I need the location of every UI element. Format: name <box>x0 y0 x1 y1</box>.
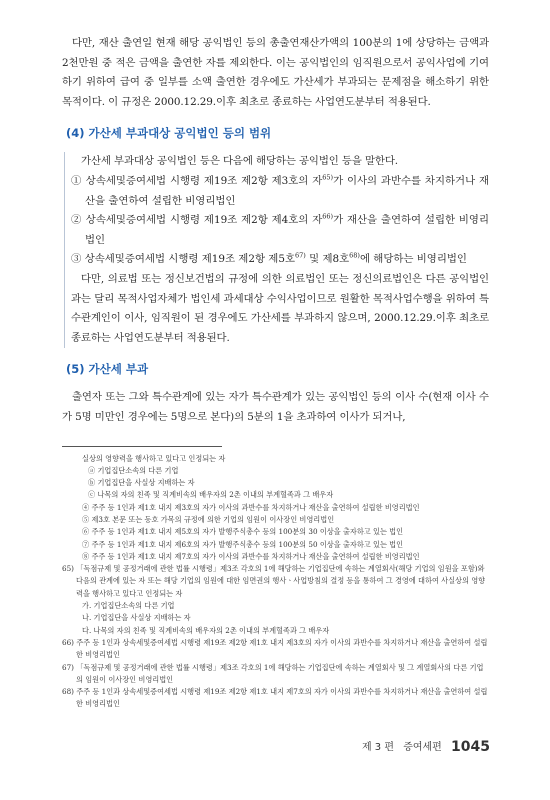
item-text: ③ 상속세및증여세법 시행령 제19조 제2항 제5호 <box>71 253 295 266</box>
footer-title: 증여세편 <box>403 742 442 753</box>
footnote-line: ④ 주주 등 1인과 제1호 내지 제3호의 자가 이사의 과반수를 차지하거나 재산을 출연하여 설립한 비영리법인 <box>82 502 420 512</box>
footnotes <box>62 453 489 711</box>
item-text: 에 해당하는 비영리법인 <box>359 253 467 266</box>
footnote-ref: 65) <box>322 173 334 182</box>
footnote-line: ⓒ 나목의 자의 친족 및 직계비속의 배우자의 2촌 이내의 부계혈족과 그 배우자 <box>88 490 334 500</box>
scope-box <box>64 152 489 348</box>
footnote-line: ⓑ 기업집단을 사실상 지배하는 자 <box>88 478 195 488</box>
item-text: ② 상속세및증여세법 시행령 제19조 제2항 제4호의 자 <box>71 214 323 227</box>
page-footer <box>362 738 490 755</box>
footnote-line: ⑧ 주주 등 1인과 제1호 내지 제7호의 자가 이사의 과반수를 차지하거나 재산을 출연하여 설립한 비영리법인 <box>82 551 420 561</box>
footer-section: 제 3 편 <box>361 742 395 753</box>
footnote-ref: 68) <box>349 251 360 260</box>
footnote-ref: 66) <box>322 212 334 221</box>
footnote-line: ⑦ 주주 등 1인과 제1호 내지 제6호의 자가 발행주식총수 등의 100분의 50 이상을 출자하고 있는 법인 <box>82 539 404 549</box>
footnote-line: 가. 기업집단소속의 다른 기업 <box>82 601 175 611</box>
footnote-line: 실상의 영향력을 행사하고 있다고 인정되는 자 <box>82 453 226 463</box>
paragraph-penalty: 출연자 또는 그와 특수관계에 있는 자가 특수관계가 있는 공익법인 등의 이사 수(현재 이사 수가 5명 미만인 경우에는 5명으로 본다)의 5분의 1을 초과하여 이사가 되거나, <box>62 391 489 423</box>
item-text: ① 상속세및증여세법 시행령 제19조 제2항 제3호의 자 <box>71 174 323 187</box>
paragraph-intro: 다만, 재산 출연일 현재 해당 공익법인 등의 총출연재산가액의 100분의 1에 상당하는 금액과 2천만원 중 적은 금액을 출연한 자를 제외한다. 이는 공익법인의 임직원으로서 공익사업에 기여하기 위하여 급여 중 일부를 소액 출연한 경우에도 가산세가 부과되는 문제점을 해소하기 위한 목적이다. 이 규정은 2000.12.29.이후 최초로 종료하는 사업연도분부터 적용된다. <box>62 37 489 108</box>
footnote-66: 66) 주주 등 1인과 상속세및증여세법 시행령 제19조 제2항 제1호 내지 제3호의 자가 이사의 과반수를 차지하거나 재산을 출연하여 설립한 비영리법인 <box>62 637 488 660</box>
paragraph-scope: 가산세 부과대상 공익법인 등은 다음에 해당하는 공익법인 등을 말한다. <box>81 155 399 168</box>
paragraph-medical: 다만, 의료법 또는 정신보건법의 규정에 의한 의료법인 또는 정신의료법인은 다른 공익법인과는 달리 목적사업자체가 법인세 과세대상 수익사업이므로 원활한 목적사업수행을 위하여 특수관계인이 이사, 임직원이 된 경우에도 가산세를 부과하지 않으며, 2000.12.29.이후 최초로 종료하는 사업연도분부터 적용된다. <box>71 272 489 344</box>
list-item-2 <box>71 211 489 250</box>
item-text: 가 재산을 출연하여 설립한 비영리법인 <box>85 214 490 246</box>
footnote-line: 다. 나목의 자의 친족 및 직계비속의 배우자의 2촌 이내의 부계혈족과 그 배우자 <box>82 625 330 635</box>
footnote-line: ⑤ 제3호 본문 또는 동호 가목의 규정에 의한 기업의 임원이 이사장인 비영리법인 <box>82 514 335 524</box>
footnote-line: 나. 기업집단을 사실상 지배하는 자 <box>82 613 191 623</box>
footnote-line: ⑥ 주주 등 1인과 제1호 내지 제5호의 자가 발행주식총수 등의 100분의 30 이상을 출자하고 있는 법인 <box>82 527 404 537</box>
section-heading-5: (5) 가산세 부과 <box>66 362 149 377</box>
footnote-68: 68) 주주 등 1인과 상속세및증여세법 시행령 제19조 제2항 제1호 내지 제7호의 자가 이사의 과반수를 차지하거나 재산을 출연하여 설립한 비영리법인 <box>62 687 488 709</box>
footnote-line: ⓐ 기업집단소속의 다른 기업 <box>88 465 179 475</box>
list-item-3 <box>71 250 489 270</box>
footnote-65: 65) 「독점규제 및 공정거래에 관한 법률 시행령」제3조 각호의 1에 해당하는 기업집단에 속하는 계열회사(해당 기업의 임원을 포함)와 다음의 관계에 있는 자 또는 해당 기업의 임원에 대한 임면권의 행사ㆍ사업방침의 결정 등을 통하여 그 경영에 대하여 사실상의 영향력을 행사하고 있다고 인정되는 자 <box>62 564 486 598</box>
footnote-67: 67) 「독점규제 및 공정거래에 관한 법률 시행령」제3조 각호의 1에 해당하는 기업집단에 속하는 계열회사 및 그 계열회사의 다른 기업의 임원이 이사장인 비영리법인 <box>62 662 484 684</box>
section-heading-4: (4) 가산세 부과대상 공익법인 등의 범위 <box>66 126 272 141</box>
item-text: 가 이사의 과반수를 차지하거나 재산을 출연하여 설립한 비영리법인 <box>85 174 490 207</box>
footnote-divider <box>62 446 222 447</box>
footnote-ref: 67) <box>294 251 306 260</box>
main-content <box>62 34 489 711</box>
list-item-1 <box>71 172 489 211</box>
page-number: 1045 <box>451 739 490 755</box>
item-text: 및 제8호 <box>305 253 350 266</box>
